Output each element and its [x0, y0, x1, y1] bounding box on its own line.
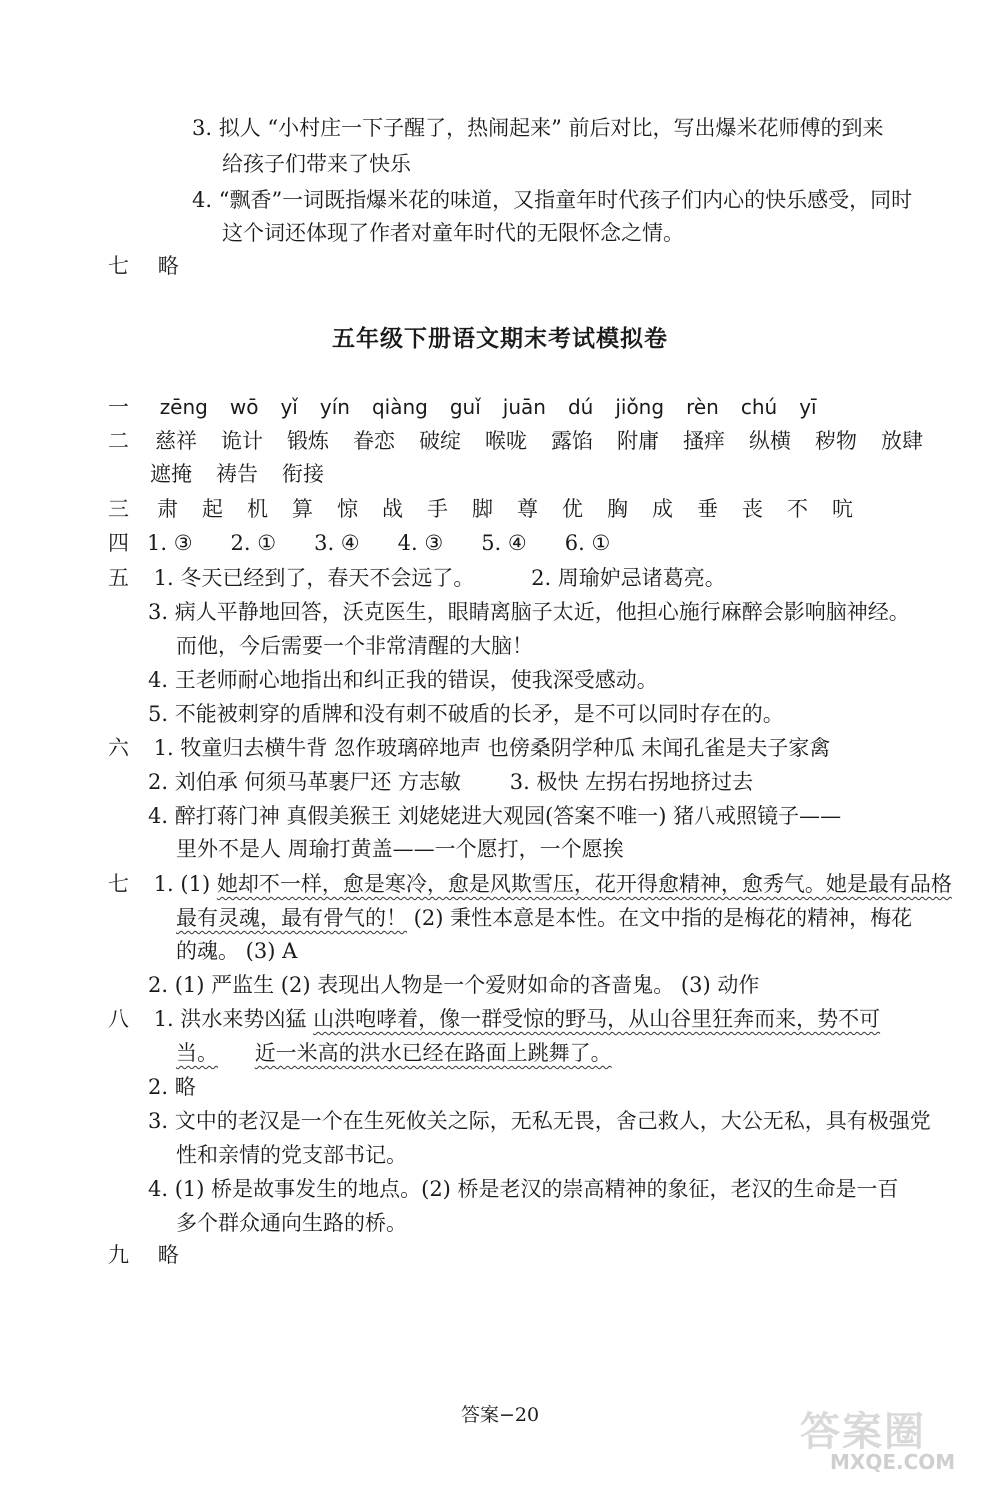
section-9	[108, 1240, 179, 1270]
watermark-url: MXQE.COM	[830, 1450, 956, 1474]
section-1	[108, 392, 839, 422]
choice-answer: 5. ④	[481, 531, 527, 555]
pinyin-item: zēng	[159, 395, 208, 419]
underlined-quote: 近一米高的洪水已经在路面上跳舞了。	[254, 1041, 612, 1065]
char: 吭	[832, 497, 853, 521]
top-item-3-line-1: 3. 拟人 “小村庄一下子醒了，热闹起来” 前后对比，写出爆米花师傅的到来	[192, 116, 884, 140]
word: 放肆	[881, 429, 923, 453]
section-5-line-1	[108, 563, 726, 593]
underlined-quote: 山洪咆哮着，像一群受惊的野马，从山谷里狂奔而来，势不可	[313, 1007, 881, 1031]
word: 秽物	[815, 429, 857, 453]
pinyin-item: yǐ	[280, 395, 298, 419]
top-section-7	[108, 251, 179, 281]
watermark-logo	[800, 1400, 980, 1480]
pinyin-item: qiàng	[371, 395, 428, 419]
answer-text: 1. 洪水来势凶猛	[153, 1007, 314, 1031]
char: 机	[247, 497, 268, 521]
word: 搔痒	[683, 429, 725, 453]
choice-answer: 1. ③	[147, 531, 193, 555]
char: 胸	[607, 497, 628, 521]
section-8-line-3: 2. 略	[148, 1075, 196, 1099]
section-2-row-1	[108, 426, 923, 456]
top-item-3-line-2: 给孩子们带来了快乐	[222, 152, 411, 176]
underlined-quote: 当。	[176, 1041, 218, 1065]
word: 祷告	[216, 462, 258, 486]
char: 手	[427, 497, 448, 521]
top-item-4-line-2: 这个词还体现了作者对童年时代的无限怀念之情。	[222, 221, 684, 245]
pinyin-item: guǐ	[449, 395, 481, 419]
choice-answer: 2. ①	[230, 531, 277, 555]
section-7-line-4: 2. (1) 严监生 (2) 表现出人物是一个爱财如命的吝啬鬼。 (3) 动作	[148, 973, 760, 997]
char: 丧	[742, 497, 763, 521]
pinyin-item: jiǒng	[615, 395, 665, 419]
answer-text: 1. (1)	[153, 872, 217, 896]
section-7-line-3: 的魂。 (3) A	[176, 939, 298, 963]
section-8-line-1	[108, 1004, 880, 1034]
char: 尊	[517, 497, 538, 521]
word: 遮掩	[150, 462, 192, 486]
word: 破绽	[419, 429, 461, 453]
watermark-logo-text: 答案圈	[800, 1409, 926, 1455]
char: 战	[382, 497, 403, 521]
section-6-line-3: 4. 醉打蒋门神 真假美猴王 刘姥姥进大观园(答案不唯一) 猪八戒照镜子——	[148, 804, 842, 828]
pinyin-item: wō	[229, 395, 259, 419]
char: 肃	[157, 497, 178, 521]
pinyin-item: chú	[740, 395, 778, 419]
section-7-line-1	[108, 869, 952, 899]
word: 附庸	[617, 429, 659, 453]
section-8-line-7: 多个群众通向生路的桥。	[176, 1211, 407, 1235]
pinyin-item: yín	[319, 395, 350, 419]
section-6-line-2	[148, 767, 753, 797]
section-8-line-5: 性和亲情的党支部书记。	[176, 1143, 407, 1167]
section-2-row-2	[150, 459, 348, 489]
section-3	[108, 494, 877, 524]
choice-answer: 4. ③	[397, 531, 444, 555]
word: 锻炼	[287, 429, 329, 453]
answer-text: 2. 周瑜妒忌诸葛亮。	[531, 566, 726, 590]
section-number: 八	[108, 1007, 129, 1031]
section-8-line-6: 4. (1) 桥是故事发生的地点。(2) 桥是老汉的崇高精神的象征，老汉的生命是一百	[148, 1177, 899, 1201]
section-number: 七	[108, 254, 129, 278]
section-number: 七	[108, 872, 129, 896]
answer-text: 1. 牧童归去横牛背 忽作玻璃碎地声 也傍桑阴学种瓜 未闻孔雀是夫子家禽	[153, 736, 831, 760]
section-5-line-2: 3. 病人平静地回答，沃克医生，眼睛离脑子太近，他担心施行麻醉会影响脑神经。	[148, 600, 910, 624]
section-number: 五	[108, 566, 129, 590]
word: 纵横	[749, 429, 791, 453]
word: 衔接	[282, 462, 324, 486]
answer-text: 3. 极快 左拐右拐地挤过去	[509, 770, 754, 794]
answer-text: 1. 冬天已经到了，春天不会远了。	[153, 566, 475, 590]
char: 脚	[472, 497, 493, 521]
underlined-quote: 她却不一样，愈是寒冷，愈是风欺雪压，花开得愈精神，愈秀气。她是最有品格	[216, 872, 952, 896]
section-number: 六	[108, 736, 129, 760]
char: 优	[562, 497, 583, 521]
char: 成	[652, 497, 673, 521]
word: 露馅	[551, 429, 593, 453]
word: 眷恋	[353, 429, 395, 453]
section-6-line-4: 里外不是人 周瑜打黄盖——一个愿打，一个愿挨	[176, 837, 624, 861]
section-number: 九	[108, 1243, 129, 1267]
char: 算	[292, 497, 313, 521]
word: 慈祥	[155, 429, 197, 453]
section-5-line-4: 4. 王老师耐心地指出和纠正我的错误，使我深受感动。	[148, 668, 658, 692]
section-4	[108, 528, 648, 558]
section-number: 四	[108, 531, 129, 555]
exam-title: 五年级下册语文期末考试模拟卷	[332, 326, 668, 352]
section-8-line-4: 3. 文中的老汉是一个在生死攸关之际，无私无畏，舍己救人，大公无私，具有极强党	[148, 1109, 931, 1133]
word: 诡计	[221, 429, 263, 453]
char: 不	[787, 497, 808, 521]
pinyin-item: dú	[567, 395, 594, 419]
section-5-line-5: 5. 不能被刺穿的盾牌和没有刺不破盾的长矛，是不可以同时存在的。	[148, 702, 784, 726]
section-6-line-1	[108, 733, 830, 763]
answer-text: (2) 秉性本意是本性。在文中指的是梅花的精神，梅花	[407, 906, 913, 930]
word: 喉咙	[485, 429, 527, 453]
choice-answer: 6. ①	[564, 531, 611, 555]
char: 起	[202, 497, 223, 521]
section-number: 三	[108, 497, 129, 521]
page-number: 答案−20	[460, 1404, 540, 1426]
section-text: 略	[157, 1243, 179, 1267]
answer-text: 2. 刘伯承 何须马革裹尸还 方志敏	[148, 770, 462, 794]
section-number: 二	[108, 429, 129, 453]
section-number: 一	[108, 395, 129, 419]
choice-answer: 3. ④	[314, 531, 360, 555]
pinyin-item: juān	[502, 395, 546, 419]
char: 垂	[697, 497, 718, 521]
top-item-4-line-1: 4. “飘香”一词既指爆米花的味道，又指童年时代孩子们内心的快乐感受，同时	[192, 188, 913, 212]
section-text: 略	[157, 254, 179, 278]
underlined-quote: 最有灵魂，最有骨气的！	[176, 906, 407, 930]
section-8-line-2	[176, 1038, 612, 1068]
pinyin-item: rèn	[686, 395, 719, 419]
pinyin-list	[160, 395, 839, 419]
pinyin-item: yī	[799, 395, 817, 419]
char: 惊	[337, 497, 358, 521]
section-7-line-2	[176, 903, 912, 933]
section-5-line-3: 而他，今后需要一个非常清醒的大脑！	[176, 634, 533, 658]
